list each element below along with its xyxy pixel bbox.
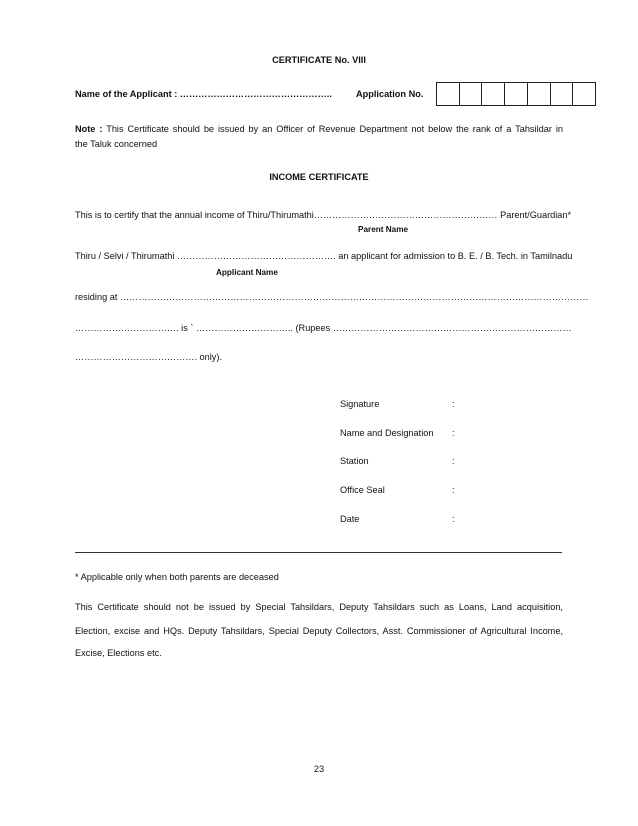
note-line-1	[75, 124, 563, 134]
office-seal-label: Office Seal	[340, 485, 385, 495]
office-seal-colon: :	[452, 485, 455, 495]
note-line-2: the Taluk concerned	[75, 139, 158, 149]
body-line-1: This is to certify that the annual income of Thiru/Thirumathi…………………………………………………… Parent/Guardian*	[75, 210, 572, 220]
note-label: Note :	[75, 124, 103, 134]
body-line-5: …………………………………. only).	[75, 352, 223, 362]
application-number-digit-box[interactable]	[505, 83, 528, 105]
station-colon: :	[452, 456, 455, 466]
page-number: 23	[313, 764, 325, 774]
document-title: INCOME CERTIFICATE	[269, 172, 369, 182]
application-number-digit-box[interactable]	[551, 83, 574, 105]
application-number-digit-box[interactable]	[528, 83, 551, 105]
signature-label: Signature	[340, 399, 380, 409]
body-line-3: residing at ………………………………………………………………………………………………………………………………………	[75, 292, 589, 302]
footnote: * Applicable only when both parents are deceased	[75, 572, 279, 582]
name-designation-colon: :	[452, 428, 455, 438]
applicant-name-label: Name of the Applicant : …………………………………………..	[75, 89, 332, 99]
application-number-label: Application No.	[356, 89, 424, 99]
closing-line-2: Election, excise and HQs. Deputy Tahsildars, Special Deputy Collectors, Asst. Commissioner of Agricultural Income,	[75, 626, 563, 636]
closing-line-1: This Certificate should not be issued by Special Tahsildars, Deputy Tahsildars such as Loans, Land acquisition,	[75, 602, 563, 612]
application-number-boxes[interactable]	[436, 82, 596, 106]
date-label: Date	[340, 514, 360, 524]
signature-colon: :	[452, 399, 455, 409]
application-number-digit-box[interactable]	[482, 83, 505, 105]
name-designation-label: Name and Designation	[340, 428, 434, 438]
date-colon: :	[452, 514, 455, 524]
divider-line	[75, 552, 562, 553]
parent-name-caption: Parent Name	[358, 225, 409, 234]
body-line-4: ……………………………. is ` ………………………….. (Rupees ……………………………………………………………………	[75, 323, 572, 333]
application-number-digit-box[interactable]	[437, 83, 460, 105]
closing-line-3: Excise, Elections etc.	[75, 648, 162, 658]
station-label: Station	[340, 456, 369, 466]
note-text: This Certificate should be issued by an Officer of Revenue Department not below the rank of a Tahsildar in	[106, 124, 563, 134]
applicant-name-caption: Applicant Name	[216, 268, 278, 277]
body-line-2: Thiru / Selvi / Thirumathi ……………………………………………. an applicant for admission to B. E. / B. Tech. in Tamilnadu	[75, 251, 573, 261]
application-number-digit-box[interactable]	[460, 83, 483, 105]
certificate-number: CERTIFICATE No. VIII	[272, 55, 366, 65]
application-number-digit-box[interactable]	[573, 83, 595, 105]
